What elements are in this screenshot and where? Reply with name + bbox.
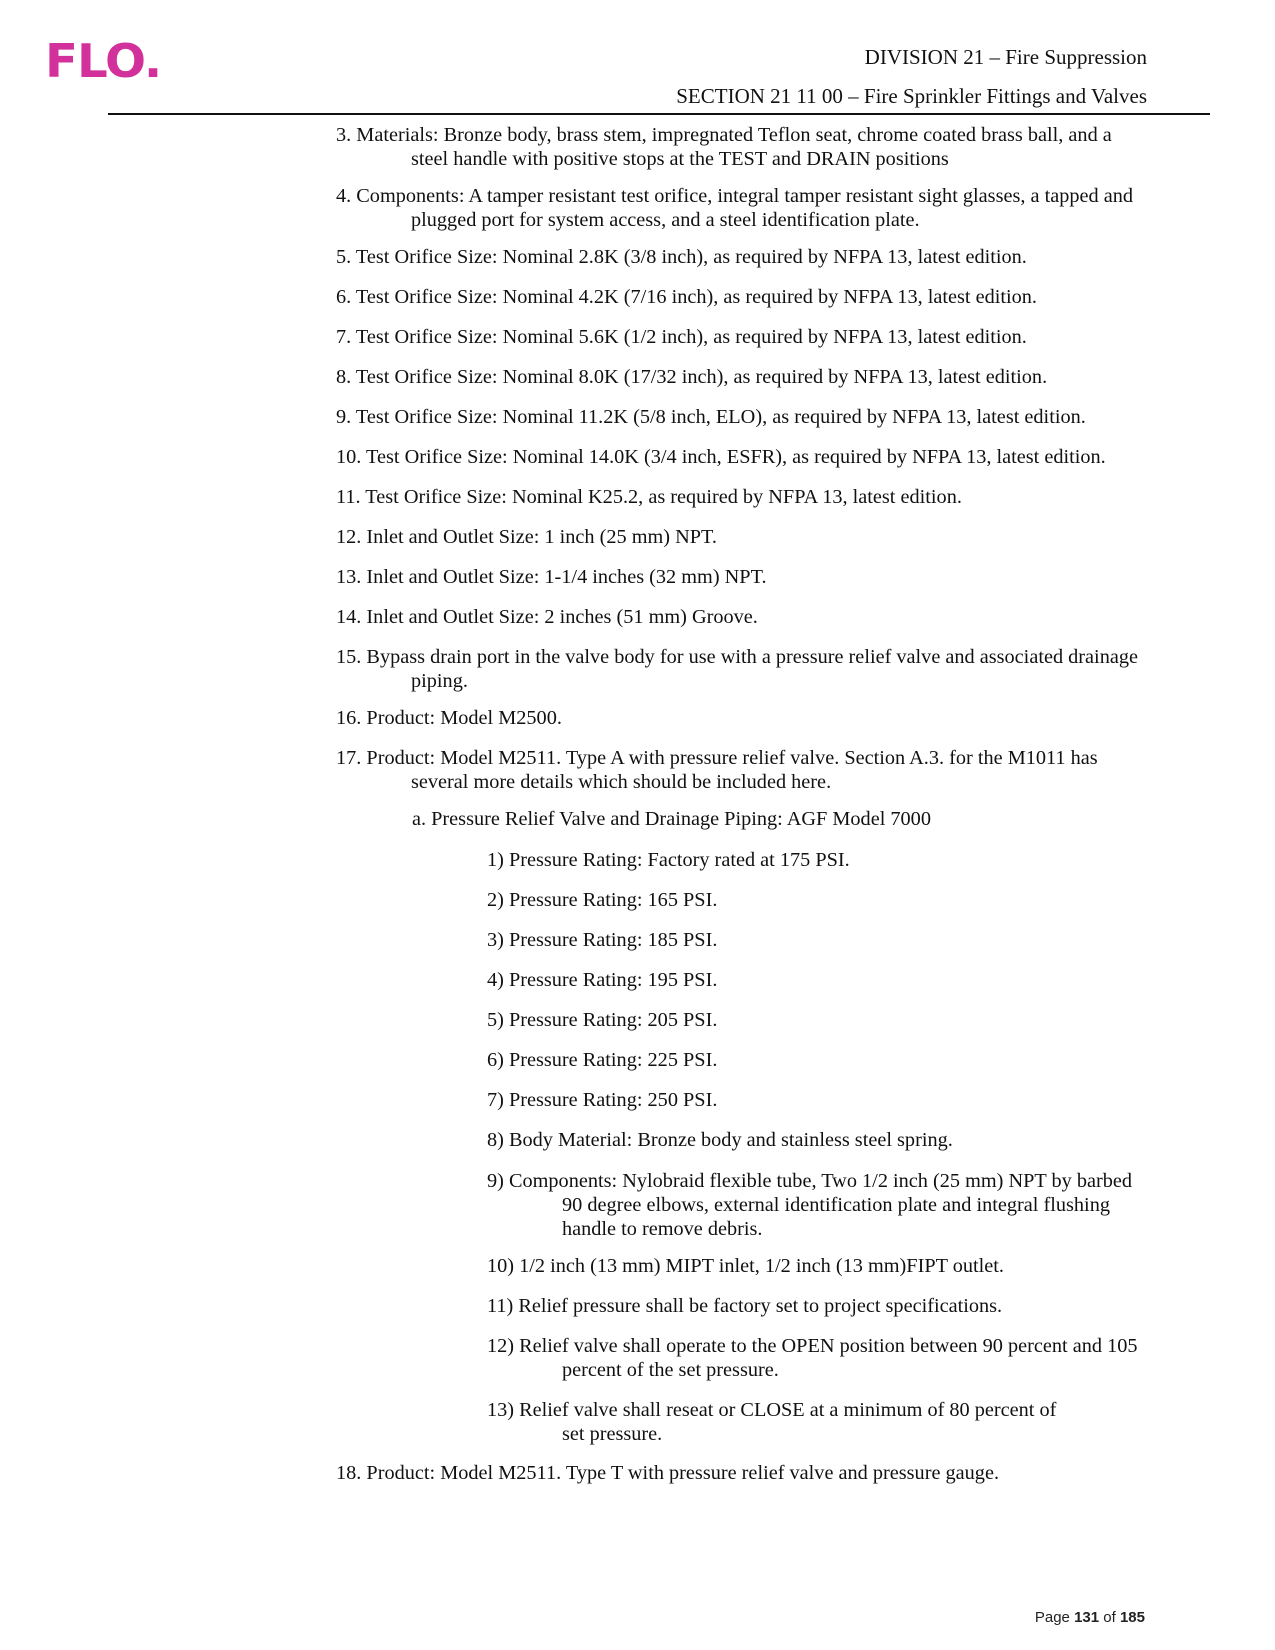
sub-item-2	[487, 888, 717, 912]
list-item-10	[336, 445, 1106, 469]
list-item-14	[336, 605, 758, 629]
list-item-4	[336, 184, 1133, 232]
list-item-7	[336, 325, 1027, 349]
list-item-3	[336, 123, 1112, 171]
division-heading: DIVISION 21 – Fire Suppression	[864, 45, 1147, 69]
list-item-text: 18. Product: Model M2511. Type T with pressure relief valve and pressure gauge.	[336, 1462, 1000, 1484]
list-item-text: 16. Product: Model M2500.	[336, 707, 562, 729]
sub-item-3	[487, 928, 717, 952]
list-item-text: 10. Test Orifice Size: Nominal 14.0K (3/4 inch, ESFR), as required by NFPA 13, latest edition.	[336, 446, 1106, 468]
list-item-text: 5. Test Orifice Size: Nominal 2.8K (3/8 inch), as required by NFPA 13, latest edition.	[336, 246, 1027, 268]
list-item-text: 10) 1/2 inch (13 mm) MIPT inlet, 1/2 inch (13 mm)FIPT outlet.	[487, 1255, 1004, 1277]
list-item-continuation: steel handle with positive stops at the TEST and DRAIN positions	[411, 148, 949, 170]
list-item-text: 12. Inlet and Outlet Size: 1 inch (25 mm) NPT.	[336, 526, 717, 548]
sub-item-9	[487, 1169, 1132, 1241]
section-heading: SECTION 21 11 00 – Fire Sprinkler Fittings and Valves	[676, 84, 1147, 108]
sub-item-1	[487, 848, 850, 872]
sub-item-4	[487, 968, 717, 992]
flo-logo: FLO.	[45, 34, 162, 88]
list-item-8	[336, 365, 1047, 389]
list-item-continuation: set pressure.	[562, 1423, 663, 1445]
list-item-continuation: plugged port for system access, and a steel identification plate.	[411, 209, 920, 231]
list-item-text: 3) Pressure Rating: 185 PSI.	[487, 929, 718, 951]
list-item-13	[336, 565, 767, 589]
sub-item-13	[487, 1398, 1056, 1446]
list-item-text: 6) Pressure Rating: 225 PSI.	[487, 1049, 718, 1071]
page-label: Page	[1034, 1609, 1070, 1626]
list-item-text: 7) Pressure Rating: 250 PSI.	[487, 1089, 718, 1111]
list-item-text: 4) Pressure Rating: 195 PSI.	[487, 969, 718, 991]
sub-item-11	[487, 1294, 1002, 1318]
list-item-text: 8) Body Material: Bronze body and stainless steel spring.	[487, 1129, 953, 1151]
list-item-continuation: handle to remove debris.	[562, 1218, 763, 1240]
list-item-12	[336, 525, 717, 549]
list-item-text: 9) Components: Nylobraid flexible tube, Two 1/2 inch (25 mm) NPT by barbed	[487, 1170, 1133, 1192]
list-item-text: 13. Inlet and Outlet Size: 1-1/4 inches (32 mm) NPT.	[336, 566, 767, 588]
list-item-text: 17. Product: Model M2511. Type A with pressure relief valve. Section A.3. for the M1011 has	[336, 747, 1098, 769]
list-item-16	[336, 706, 562, 730]
page-of-label: of	[1103, 1609, 1116, 1626]
sub-item-7	[487, 1088, 717, 1112]
list-item-text: 14. Inlet and Outlet Size: 2 inches (51 mm) Groove.	[336, 606, 758, 628]
sub-item-8	[487, 1128, 953, 1152]
list-item-text: 3. Materials: Bronze body, brass stem, impregnated Teflon seat, chrome coated brass ball, and a	[336, 124, 1112, 146]
list-item-text: 11) Relief pressure shall be factory set to project specifications.	[487, 1295, 1003, 1317]
list-item-continuation: several more details which should be included here.	[411, 771, 832, 793]
sub-item-5	[487, 1008, 717, 1032]
list-item-text: 2) Pressure Rating: 165 PSI.	[487, 889, 718, 911]
header-divider	[108, 113, 1210, 115]
list-item-text: 7. Test Orifice Size: Nominal 5.6K (1/2 inch), as required by NFPA 13, latest edition.	[336, 326, 1027, 348]
list-item-text: a. Pressure Relief Valve and Drainage Piping: AGF Model 7000	[412, 808, 931, 830]
page-number-footer	[1035, 1609, 1145, 1626]
list-item-text: 15. Bypass drain port in the valve body for use with a pressure relief valve and associated drainage	[336, 646, 1138, 668]
sub-item-6	[487, 1048, 717, 1072]
list-item-text: 1) Pressure Rating: Factory rated at 175 PSI.	[487, 849, 850, 871]
list-item-continuation: piping.	[411, 670, 468, 692]
list-item-text: 4. Components: A tamper resistant test orifice, integral tamper resistant sight glasses, a tapped and	[336, 185, 1133, 207]
list-item-text: 9. Test Orifice Size: Nominal 11.2K (5/8 inch, ELO), as required by NFPA 13, latest edition.	[336, 406, 1086, 428]
list-item-17a	[412, 807, 931, 831]
sub-item-10	[487, 1254, 1004, 1278]
list-item-text: 12) Relief valve shall operate to the OPEN position between 90 percent and 105	[487, 1335, 1138, 1357]
page-current: 131	[1074, 1609, 1100, 1626]
sub-item-12	[487, 1334, 1138, 1382]
list-item-17	[336, 746, 1098, 794]
list-item-text: 8. Test Orifice Size: Nominal 8.0K (17/32 inch), as required by NFPA 13, latest edition.	[336, 366, 1048, 388]
list-item-18	[336, 1461, 999, 1485]
list-item-text: 6. Test Orifice Size: Nominal 4.2K (7/16 inch), as required by NFPA 13, latest edition.	[336, 286, 1037, 308]
list-item-continuation: percent of the set pressure.	[562, 1359, 779, 1381]
list-item-text: 13) Relief valve shall reseat or CLOSE at a minimum of 80 percent of	[487, 1399, 1057, 1421]
list-item-text: 11. Test Orifice Size: Nominal K25.2, as required by NFPA 13, latest edition.	[336, 486, 962, 508]
list-item-continuation: 90 degree elbows, external identification plate and integral flushing	[562, 1194, 1110, 1216]
list-item-15	[336, 645, 1138, 693]
list-item-11	[336, 485, 962, 509]
list-item-6	[336, 285, 1037, 309]
list-item-5	[336, 245, 1027, 269]
page-total: 185	[1119, 1609, 1145, 1626]
list-item-text: 5) Pressure Rating: 205 PSI.	[487, 1009, 718, 1031]
list-item-9	[336, 405, 1086, 429]
